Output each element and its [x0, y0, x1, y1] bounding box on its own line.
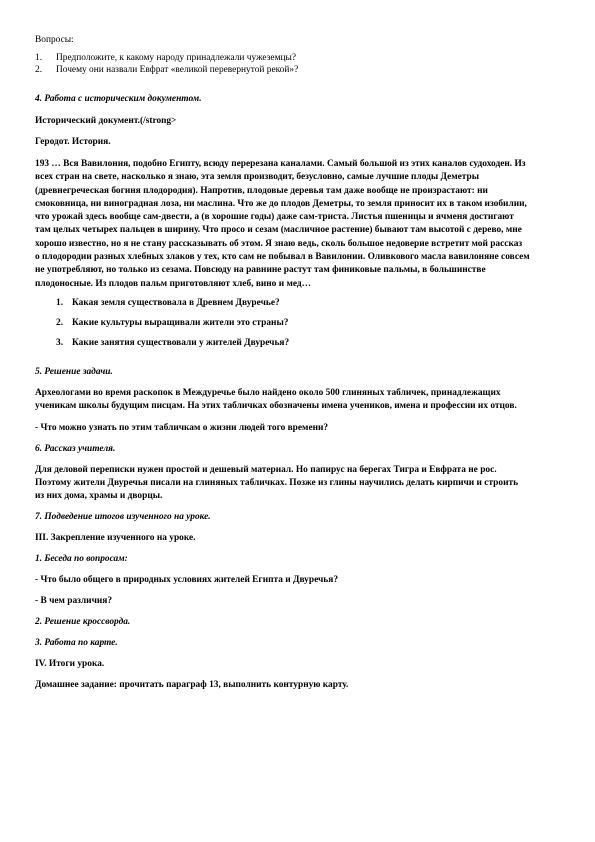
list-item: 2. Какие культуры выращивали жители это страны?	[56, 317, 289, 328]
document-line: (древнегреческая богиня плодородия). Напротив, плодовые деревья там даже вообще не произрастают: ни	[35, 185, 488, 196]
questions-list	[35, 52, 562, 76]
conversation-question-2: - В чем различия?	[35, 596, 113, 607]
document-label: Исторический документ.(/strong>	[35, 116, 177, 126]
list-item: 1. Какая земля существовала в Древнем Двуречье?	[56, 297, 280, 308]
document-questions-list	[35, 297, 562, 349]
story-line: из них дома, храмы и дворцы.	[35, 491, 163, 502]
section-5-title: 5. Решение задачи.	[35, 366, 113, 377]
section-iii-title: III. Закрепление изученного на уроке.	[35, 533, 196, 544]
homework-text: Домашнее задание: прочитать параграф 13, выполнить контурную карту.	[35, 680, 349, 691]
section-6-title: 6. Рассказ учителя.	[35, 443, 116, 454]
subsection-3-title: 3. Работа по карте.	[35, 638, 118, 649]
list-item: 3. Какие занятия существовали у жителей Двуречья?	[56, 337, 290, 348]
document-line: хорошо известно, но я не стану рассказывать об этом. Я знаю ведь, сколь большое недоверие встретит мой рассказ	[35, 238, 523, 249]
section-iv-title: IV. Итоги урока.	[35, 659, 105, 670]
document-line: о плодородии разных хлебных злаков у тех, кто сам не побывал в Вавилонии. Оливкового масла вавилоняне совсем	[35, 252, 530, 263]
subsection-2-title: 2. Решение кроссворда.	[35, 617, 131, 628]
story-line: Для деловой переписки нужен простой и дешевый материал. Но папирус на берегах Тигра и Евфрата не рос.	[35, 464, 497, 475]
document-text	[35, 158, 562, 291]
story-line: Поэтому жители Двуречья писали на глиняных табличках. Позже из глины научились делать кирпичи и строить	[35, 477, 519, 488]
document-line: всех стран на свете, насколько я знаю, эта земля производит, безусловно, самые лучшие плоды Деметры	[35, 172, 480, 183]
task-line: ученикам школы будущим писцам. На этих табличках обозначены имена учеников, имена и профессии их отцов.	[35, 401, 517, 412]
document-line: смоковница, ни виноградная лоза, ни маслина. Что же до плодов Деметры, то земля приносит их в таком изобилии,	[35, 198, 527, 209]
task-text	[35, 387, 562, 414]
conversation-question-1: - Что было общего в природных условиях жителей Египта и Двуречья?	[35, 575, 339, 586]
subsection-1-title: 1. Беседа по вопросам:	[35, 554, 128, 565]
list-item: 2. Почему они назвали Евфрат «великой перевернутой рекой»?	[35, 65, 299, 75]
section-4-title: 4. Работа с историческим документом.	[35, 94, 202, 104]
document-line: плодоносные. Из плодов пальм приготовляют хлеб, вино и мед…	[35, 278, 311, 289]
document-page	[35, 34, 562, 692]
document-line: что урожай здесь вообще сам-двести, а (в хорошие годы) даже сам-триста. Листья пшеницы и ячменя достигают	[35, 212, 514, 223]
task-line: Археологами во время раскопок в Междуречье было найдено около 500 глиняных табличек, принадлежащих	[35, 387, 501, 398]
section-7-title: 7. Подведение итогов изученного на уроке.	[35, 512, 211, 523]
document-author: Геродот. История.	[35, 137, 111, 147]
document-line: там целых четырех пальцев в ширину. Что просо и сезам (масличное растение) бывают там высотой с дерево, мне	[35, 225, 522, 236]
list-item: 1. Предположите, к какому народу принадлежали чужеземцы?	[35, 53, 296, 63]
task-question: - Что можно узнать по этим табличкам о жизни людей того времени?	[35, 422, 329, 433]
document-line: не употребляют, но только из сезама. Повсюду на равнине растут там финиковые пальмы, в большинстве	[35, 265, 486, 276]
document-line: 193 … Вся Вавилония, подобно Египту, всюду перерезана каналами. Самый большой из этих каналов судоходен. Из	[35, 159, 526, 169]
questions-heading: Вопросы:	[35, 35, 74, 45]
teacher-story	[35, 464, 562, 504]
